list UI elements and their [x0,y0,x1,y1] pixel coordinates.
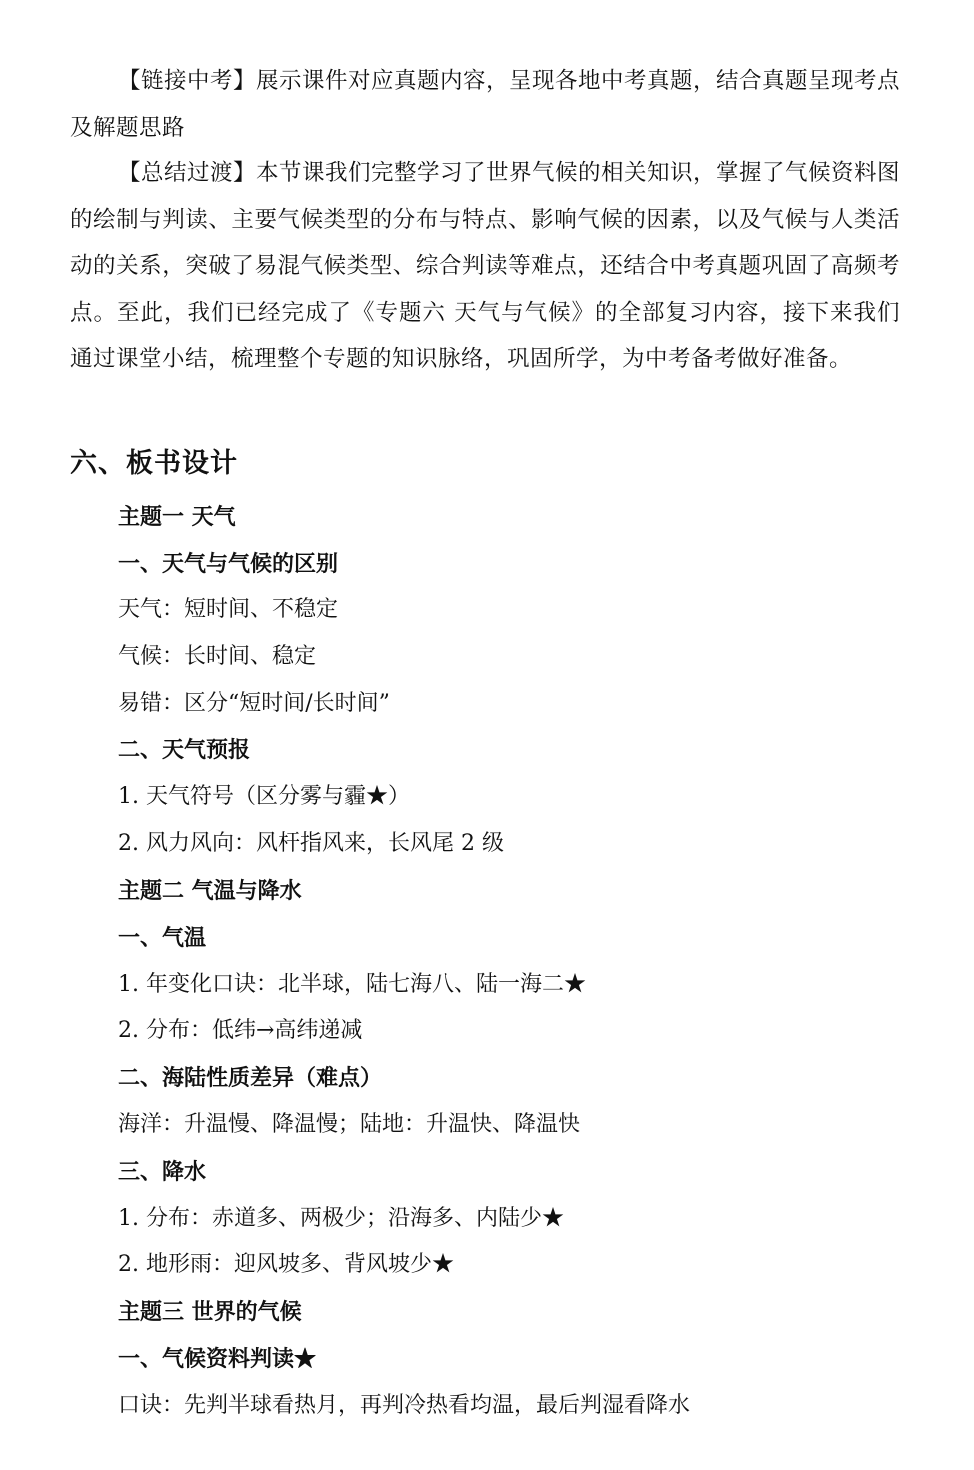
climate-reading-mnemonic: 口诀：先判半球看热月，再判冷热看均温，最后判湿看降水 [118,1393,691,1418]
sea-land-difference: 海洋：升温慢、降温慢；陆地：升温快、降温快 [118,1112,581,1137]
theme2-heading-sea-land: 二、海陆性质差异（难点） [118,1065,383,1091]
forecast-point-wind: 2. 风力风向：风杆指风来，长风尾 2 级 [118,831,504,856]
theme2-heading-precipitation: 三、降水 [118,1159,207,1185]
theme2-heading-temperature: 一、气温 [118,925,207,951]
theme1-heading-distinction: 一、天气与气候的区别 [118,551,339,577]
theme3-heading-climate-data: 一、气候资料判读★ [118,1346,317,1372]
summary-paragraph: 【总结过渡】本节课我们完整学习了世界气候的相关知识，掌握了气候资料图的绘制与判读、主要气候类型的分布与特点、影响气候的因素，以及气候与人类活动的关系，突破了易混气候类型、综合判读等难点，还结合中考真题巩固了高频考点。至此，我们已经完成了《专题六 天气与气候》的全部复习内容，接下来我们通过课堂小结，梳理整个专题的知识脉络，巩固所学，为中考备考做好准备。 [70,160,901,372]
theme1-heading-forecast: 二、天气预报 [118,737,251,763]
common-mistake-note: 易错：区分“短时间/长时间” [118,691,390,716]
weather-definition: 天气：短时间、不稳定 [118,597,339,622]
theme1-title: 主题一 天气 [118,504,236,530]
theme2-title: 主题二 气温与降水 [118,878,302,904]
link-exam-paragraph: 【链接中考】展示课件对应真题内容，呈现各地中考真题，结合真题呈现考点及解题思路 [70,68,901,141]
theme3-title: 主题三 世界的气候 [118,1299,302,1325]
climate-definition: 气候：长时间、稳定 [118,644,317,669]
temperature-point-distribution: 2. 分布：低纬→高纬递减 [118,1018,363,1043]
forecast-point-symbols: 1. 天气符号（区分雾与霾★） [118,784,410,809]
section-heading-board-design: 六、板书设计 [70,448,238,479]
temperature-point-annual: 1. 年变化口诀：北半球，陆七海八、陆一海二★ [118,972,586,997]
precipitation-point-distribution: 1. 分布：赤道多、两极少；沿海多、内陆少★ [118,1206,564,1231]
precipitation-point-orographic: 2. 地形雨：迎风坡多、背风坡少★ [118,1252,454,1277]
